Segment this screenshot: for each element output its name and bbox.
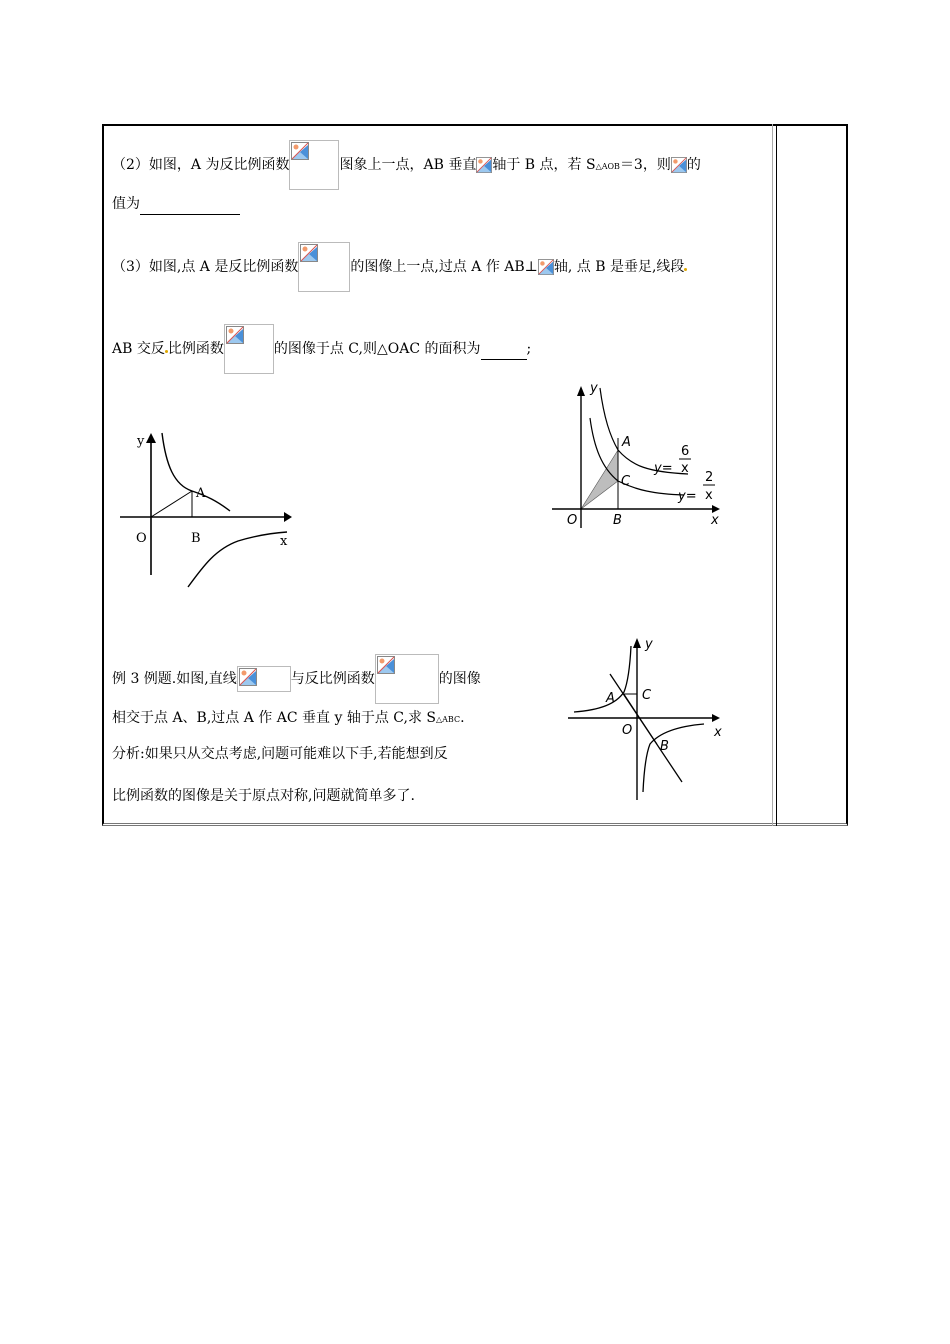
ex3-line-1 — [112, 654, 481, 704]
formula-image-placeholder — [289, 140, 339, 190]
table-column-divider-inner — [772, 124, 773, 826]
point-b-label: B — [660, 739, 669, 754]
q2-text-b: 图象上一点，AB 垂直 — [339, 157, 477, 173]
figure-3-line-hyperbola — [564, 632, 734, 804]
shaded-triangle-oac — [581, 450, 618, 509]
image-icon — [538, 259, 554, 275]
point-b-label: B — [613, 513, 622, 528]
eq1-numerator: 6 — [681, 444, 690, 459]
formula-image-placeholder — [237, 666, 291, 692]
q3-text-c2: 的图像于点 C,则△OAC 的面积为 — [273, 341, 481, 357]
x-axis-arrow — [712, 714, 720, 722]
point-a-label: A — [622, 435, 631, 450]
point-b-label: B — [191, 531, 201, 546]
y-axis-arrow — [577, 386, 585, 396]
ex3-text-c: 的图像 — [438, 671, 481, 687]
origin-label: O — [136, 531, 147, 546]
q3-text-b2: 比例函数 — [167, 341, 224, 357]
ex3-line-3 — [112, 744, 448, 764]
hyperbola-branch-4th-quadrant — [643, 724, 704, 792]
y-label: y — [590, 381, 598, 396]
q3-line-2 — [112, 324, 531, 374]
formula-image-placeholder — [298, 242, 350, 292]
q2-line-2 — [112, 194, 240, 215]
ex3-text-b2: . — [460, 710, 465, 726]
image-icon — [291, 142, 309, 160]
answer-blank — [481, 339, 527, 360]
q3-text-d2: ; — [526, 341, 532, 357]
q3-text-a2: AB 交反 — [112, 341, 165, 357]
q3-text-c: 轴, 点 B 是垂足,线段 — [553, 259, 685, 275]
figure-2-two-hyperbolas — [548, 378, 728, 544]
q2-text-a: （2）如图，A 为反比例函数 — [112, 157, 290, 173]
formula-image-placeholder — [224, 324, 274, 374]
point-a-label: A — [606, 691, 615, 706]
table-column-divider — [776, 124, 777, 826]
q2-text-d: ＝3，则 — [619, 157, 671, 173]
image-icon — [226, 326, 244, 344]
x-label: x — [280, 534, 288, 549]
y-label: y — [645, 637, 653, 652]
q3-line-1 — [112, 242, 687, 292]
ex3-line-4 — [112, 786, 415, 806]
x-label: x — [711, 513, 719, 528]
y-label: y — [137, 434, 145, 449]
eq1-denominator: x — [681, 461, 689, 476]
q3-text-b: 的图像上一点,过点 A 作 AB⊥ — [350, 259, 538, 275]
image-icon — [239, 668, 257, 686]
q2-answer-label: 值为 — [112, 196, 140, 212]
ex3-analysis-2: 比例函数的图像是关于原点对称,问题就简单多了. — [112, 788, 415, 804]
q2-text-c: 轴于 B 点，若 S — [492, 157, 596, 173]
q2-line-1 — [112, 140, 701, 190]
eq2-lhs: y= — [678, 489, 697, 504]
image-icon — [377, 656, 395, 674]
formula-image-placeholder — [375, 654, 439, 704]
q3-text-a: （3）如图,点 A 是反比例函数 — [112, 259, 299, 275]
x-label: x — [714, 725, 722, 740]
eq2-denominator: x — [705, 488, 713, 503]
ex3-text-a: 例 3 例题.如图,直线 — [112, 671, 237, 687]
segment-oa — [151, 491, 192, 517]
x-axis-arrow — [712, 505, 720, 513]
x-axis-arrow — [284, 512, 292, 522]
eq2-numerator: 2 — [705, 470, 714, 485]
figure-1-hyperbola — [112, 425, 302, 595]
image-icon — [476, 157, 492, 173]
point-c-label: C — [642, 688, 652, 703]
mark-dot — [684, 268, 687, 271]
hyperbola-branch-2 — [188, 532, 287, 587]
ex3-text-b: 与反比例函数 — [290, 671, 375, 687]
y-axis-arrow — [633, 638, 641, 648]
eq1-lhs: y= — [654, 461, 673, 476]
point-a-label: A — [196, 486, 206, 501]
ex3-line-2 — [112, 708, 465, 730]
ex3-subscript: △ABC — [436, 715, 461, 724]
q2-text-e: 的 — [686, 157, 701, 173]
image-icon — [300, 244, 318, 262]
image-icon — [671, 157, 687, 173]
origin-label: O — [567, 513, 578, 528]
ex3-text-a2: 相交于点 A、B,过点 A 作 AC 垂直 y 轴于点 C,求 S — [112, 710, 436, 726]
ex3-analysis-1: 分析:如果只从交点考虑,问题可能难以下手,若能想到反 — [112, 746, 448, 762]
q2-subscript: △AOB — [595, 162, 620, 171]
answer-blank — [140, 194, 240, 215]
hyperbola-branch-2nd-quadrant — [574, 646, 631, 712]
point-c-label: C — [621, 474, 631, 489]
origin-label: O — [622, 723, 633, 738]
y-axis-arrow — [146, 433, 156, 443]
